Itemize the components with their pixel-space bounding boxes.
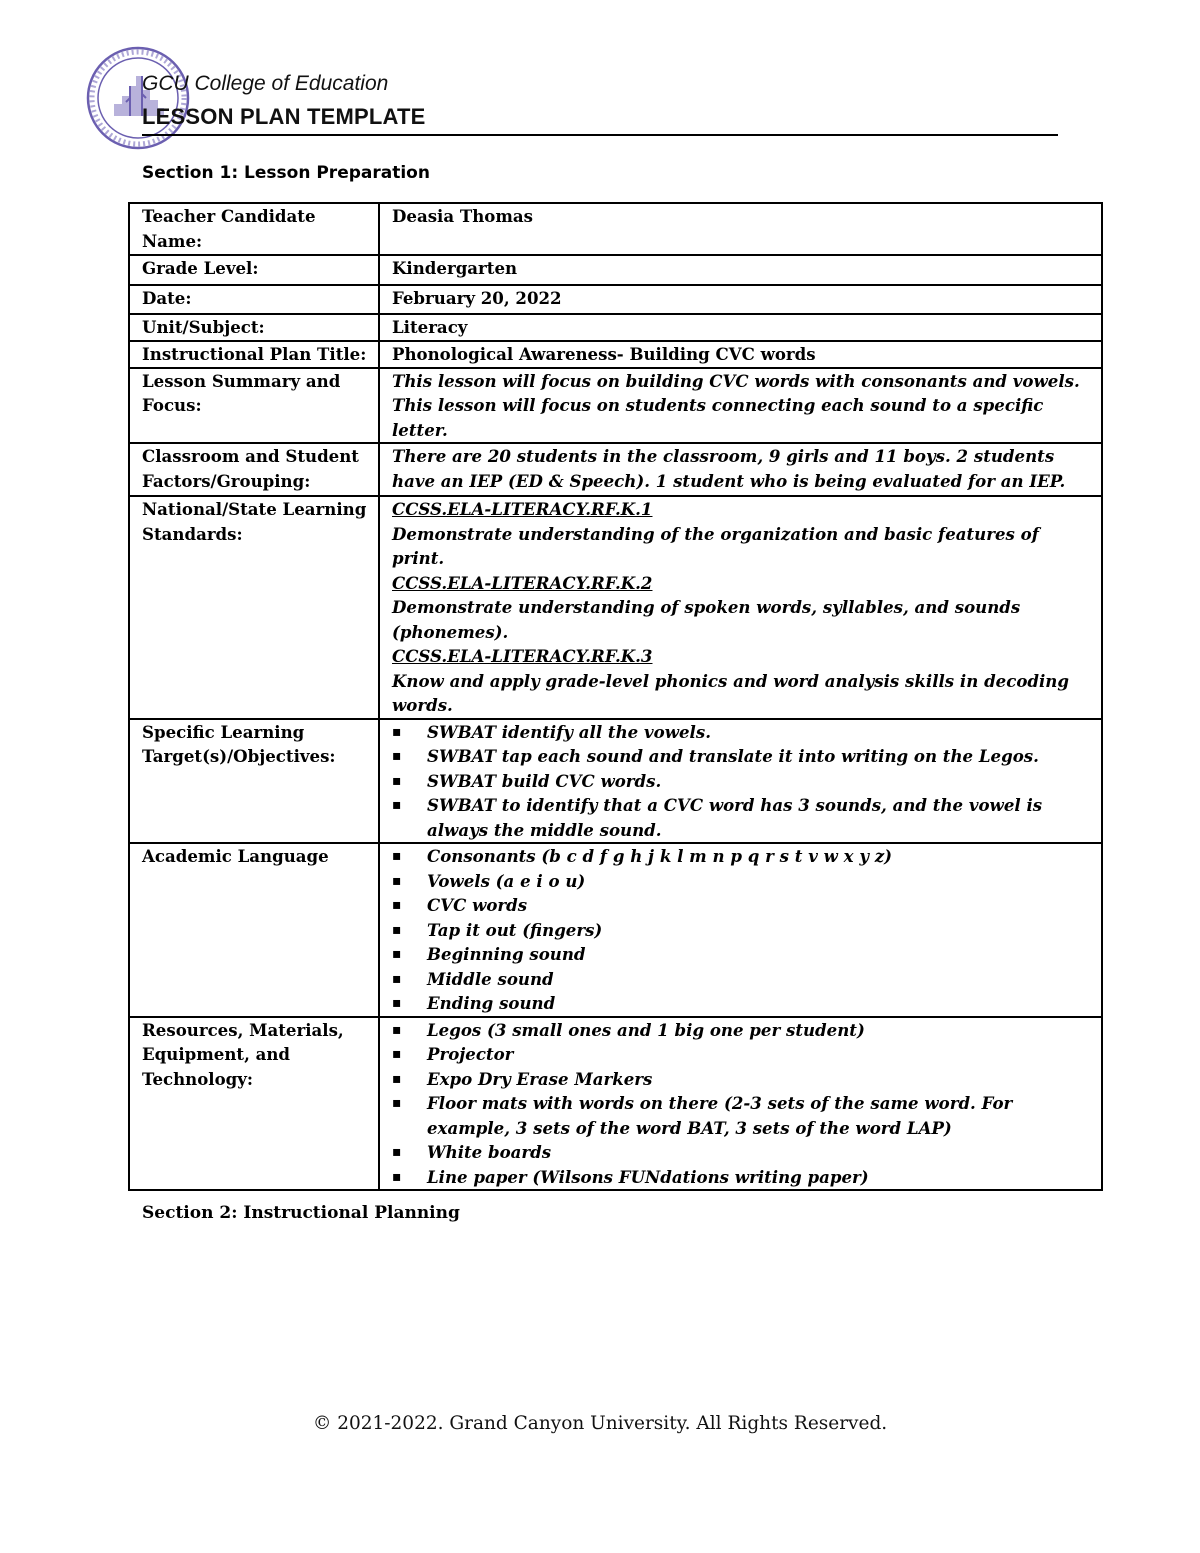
academic-item: ▪ Vowels (a e i o u): [392, 869, 1091, 894]
label-grade: Grade Level:: [129, 255, 379, 285]
academic-item: ▪ Middle sound: [392, 967, 1091, 992]
row-standards: [129, 496, 1102, 719]
objective-item: ▪ SWBAT build CVC words.: [392, 769, 1091, 794]
row-resources: [129, 1017, 1102, 1191]
label-plan-title: Instructional Plan Title:: [129, 341, 379, 368]
value-summary: [379, 368, 1102, 444]
standard-text-2: Demonstrate understanding of spoken words, syllables, and sounds (phonemes).: [392, 597, 1021, 642]
value-date: February 20, 2022: [379, 285, 1102, 314]
summary-line-2: This lesson will focus on students connecting each sound to a specific letter.: [392, 395, 1044, 440]
objective-item: ▪ SWBAT to identify that a CVC word has 3 sounds, and the vowel is always the middle sound.: [392, 793, 1091, 842]
lesson-preparation-table: [128, 202, 1103, 1191]
value-academic-language: [379, 843, 1102, 1017]
academic-item: ▪ Ending sound: [392, 991, 1091, 1016]
academic-item: ▪ Tap it out (fingers): [392, 918, 1091, 943]
standard-code-2[interactable]: CCSS.ELA-LITERACY.RF.K.2: [392, 572, 653, 593]
resource-item: ▪ Projector: [392, 1042, 1091, 1067]
label-date: Date:: [129, 285, 379, 314]
section-2-title: Section 2: Instructional Planning: [142, 1203, 460, 1223]
resource-item: ▪ White boards: [392, 1140, 1091, 1165]
label-standards: National/State Learning Standards:: [129, 496, 379, 719]
row-teacher: [129, 203, 1102, 255]
template-title: LESSON PLAN TEMPLATE: [142, 104, 426, 129]
standard-code-3[interactable]: CCSS.ELA-LITERACY.RF.K.3: [392, 646, 653, 666]
resource-item: ▪ Expo Dry Erase Markers: [392, 1067, 1091, 1092]
label-objectives: Specific Learning Target(s)/Objectives:: [129, 719, 379, 844]
row-academic-language: [129, 843, 1102, 1017]
value-unit: Literacy: [379, 314, 1102, 341]
row-objectives: [129, 719, 1102, 844]
value-classroom: There are 20 students in the classroom, 9 girls and 11 boys. 2 students have an IEP (ED & Speech). 1 student who is being evaluated for an IEP.: [379, 443, 1102, 496]
label-resources: Resources, Materials, Equipment, and Technology:: [129, 1017, 379, 1191]
summary-line-1: This lesson will focus on building CVC words with consonants and vowels.: [392, 370, 1080, 391]
row-unit: [129, 314, 1102, 341]
label-teacher: Teacher Candidate Name:: [129, 203, 379, 255]
standard-text-1: Demonstrate understanding of the organization and basic features of print.: [392, 523, 1039, 568]
row-title: [129, 341, 1102, 368]
header-rule: [142, 134, 1058, 136]
row-grade: [129, 255, 1102, 285]
row-classroom: [129, 443, 1102, 496]
label-classroom: Classroom and Student Factors/Grouping:: [129, 443, 379, 496]
academic-item: ▪ CVC words: [392, 893, 1091, 918]
resource-item: ▪ Line paper (Wilsons FUNdations writing paper): [392, 1165, 1091, 1190]
row-date: [129, 285, 1102, 314]
label-unit: Unit/Subject:: [129, 314, 379, 341]
college-name: GCU College of Education: [142, 72, 389, 95]
standard-code-1[interactable]: CCSS.ELA-LITERACY.RF.K.1: [392, 499, 653, 519]
academic-item: ▪ Beginning sound: [392, 942, 1091, 967]
section-1-title: Section 1: Lesson Preparation: [142, 163, 430, 183]
academic-item: ▪ Consonants (b c d f g h j k l m n p q r s t v w x y z): [392, 844, 1091, 869]
row-summary: [129, 368, 1102, 444]
objective-item: ▪ SWBAT identify all the vowels.: [392, 720, 1091, 745]
label-academic-language: Academic Language: [129, 843, 379, 1017]
resource-item: ▪ Legos (3 small ones and 1 big one per student): [392, 1018, 1091, 1043]
resource-item: ▪ Floor mats with words on there (2-3 sets of the same word. For example, 3 sets of the word BAT, 3 sets of the word LAP): [392, 1091, 1091, 1140]
value-grade: Kindergarten: [379, 255, 1102, 285]
label-summary: Lesson Summary and Focus:: [129, 368, 379, 444]
value-standards: [379, 496, 1102, 719]
value-teacher: Deasia Thomas: [379, 203, 1102, 255]
value-resources: [379, 1017, 1102, 1191]
value-plan-title: Phonological Awareness- Building CVC words: [379, 341, 1102, 368]
copyright-footer: © 2021-2022. Grand Canyon University. All Rights Reserved.: [312, 1413, 888, 1434]
standard-text-3: Know and apply grade-level phonics and word analysis skills in decoding words.: [392, 670, 1069, 715]
value-objectives: [379, 719, 1102, 844]
objective-item: ▪ SWBAT tap each sound and translate it into writing on the Legos.: [392, 744, 1091, 769]
